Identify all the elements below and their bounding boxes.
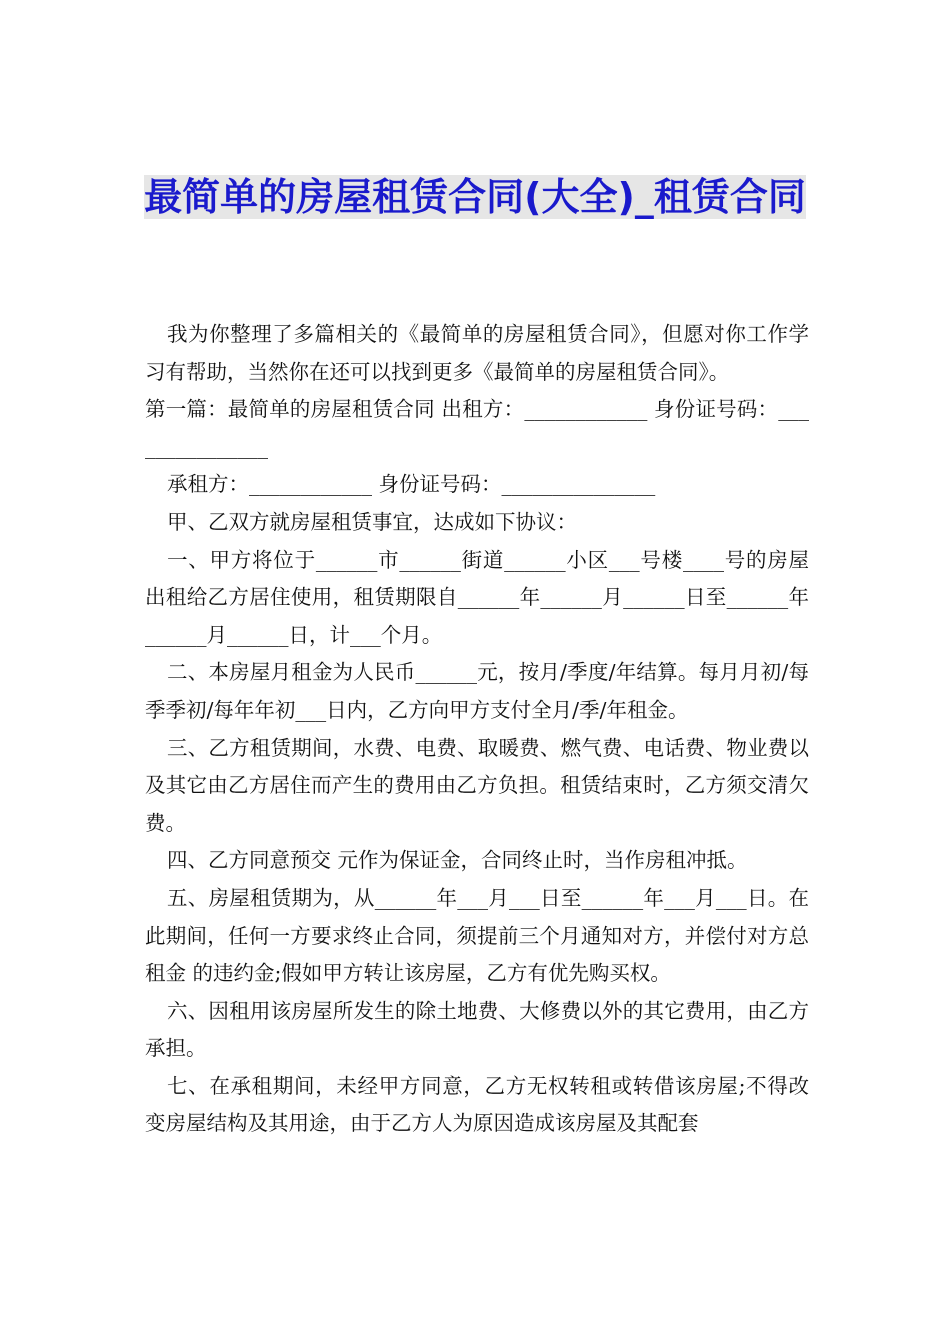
agreement-intro: 甲、乙双方就房屋租赁事宜，达成如下协议： (167, 509, 577, 534)
document-title (140, 170, 810, 224)
part-one-heading-line: 第一篇：最简单的房屋租赁合同 出租方：____________ 身份证号码：_______________ (145, 397, 809, 459)
clause-six: 六、因租用该房屋所发生的除土地费、大修费以外的其它费用，由乙方承担。 (145, 998, 809, 1061)
clause-one: 一、甲方将位于______市______街道______小区___号楼____号的房屋出租给乙方居住使用，租赁期限自______年______月______日至______年______月______日，计___个月。 (145, 547, 809, 647)
clause-five: 五、房屋租赁期为，从______年___月___日至______年___月___日。在此期间，任何一方要求终止合同，须提前三个月通知对方，并偿付对方总租金 的违约金;假如甲方转让该房屋，乙方有优先购买权。 (145, 885, 809, 986)
clause-three: 三、乙方租赁期间，水费、电费、取暖费、燃气费、电话费、物业费以及其它由乙方居住而产生的费用由乙方负担。租赁结束时，乙方须交清欠费。 (145, 735, 809, 835)
clause-seven: 七、在承租期间，未经甲方同意，乙方无权转租或转借该房屋;不得改变房屋结构及其用途，由于乙方人为原因造成该房屋及其配套 (145, 1073, 809, 1136)
document-body (145, 316, 809, 1143)
intro-paragraph: 我为你整理了多篇相关的《最简单的房屋租赁合同》，但愿对你工作学习有帮助，当然你在还可以找到更多《最简单的房屋租赁合同》。 (145, 322, 809, 384)
clause-four: 四、乙方同意预交 元作为保证金，合同终止时，当作房租冲抵。 (167, 848, 748, 873)
clause-two: 二、本房屋月租金为人民币______元，按月/季度/年结算。每月月初/每季季初/每年年初___日内，乙方向甲方支付全月/季/年租金。 (145, 660, 809, 722)
document-title-text: 最简单的房屋租赁合同(大全)_租赁合同 (144, 175, 806, 219)
tenant-line: 承租方：____________ 身份证号码：_______________ (167, 472, 656, 497)
